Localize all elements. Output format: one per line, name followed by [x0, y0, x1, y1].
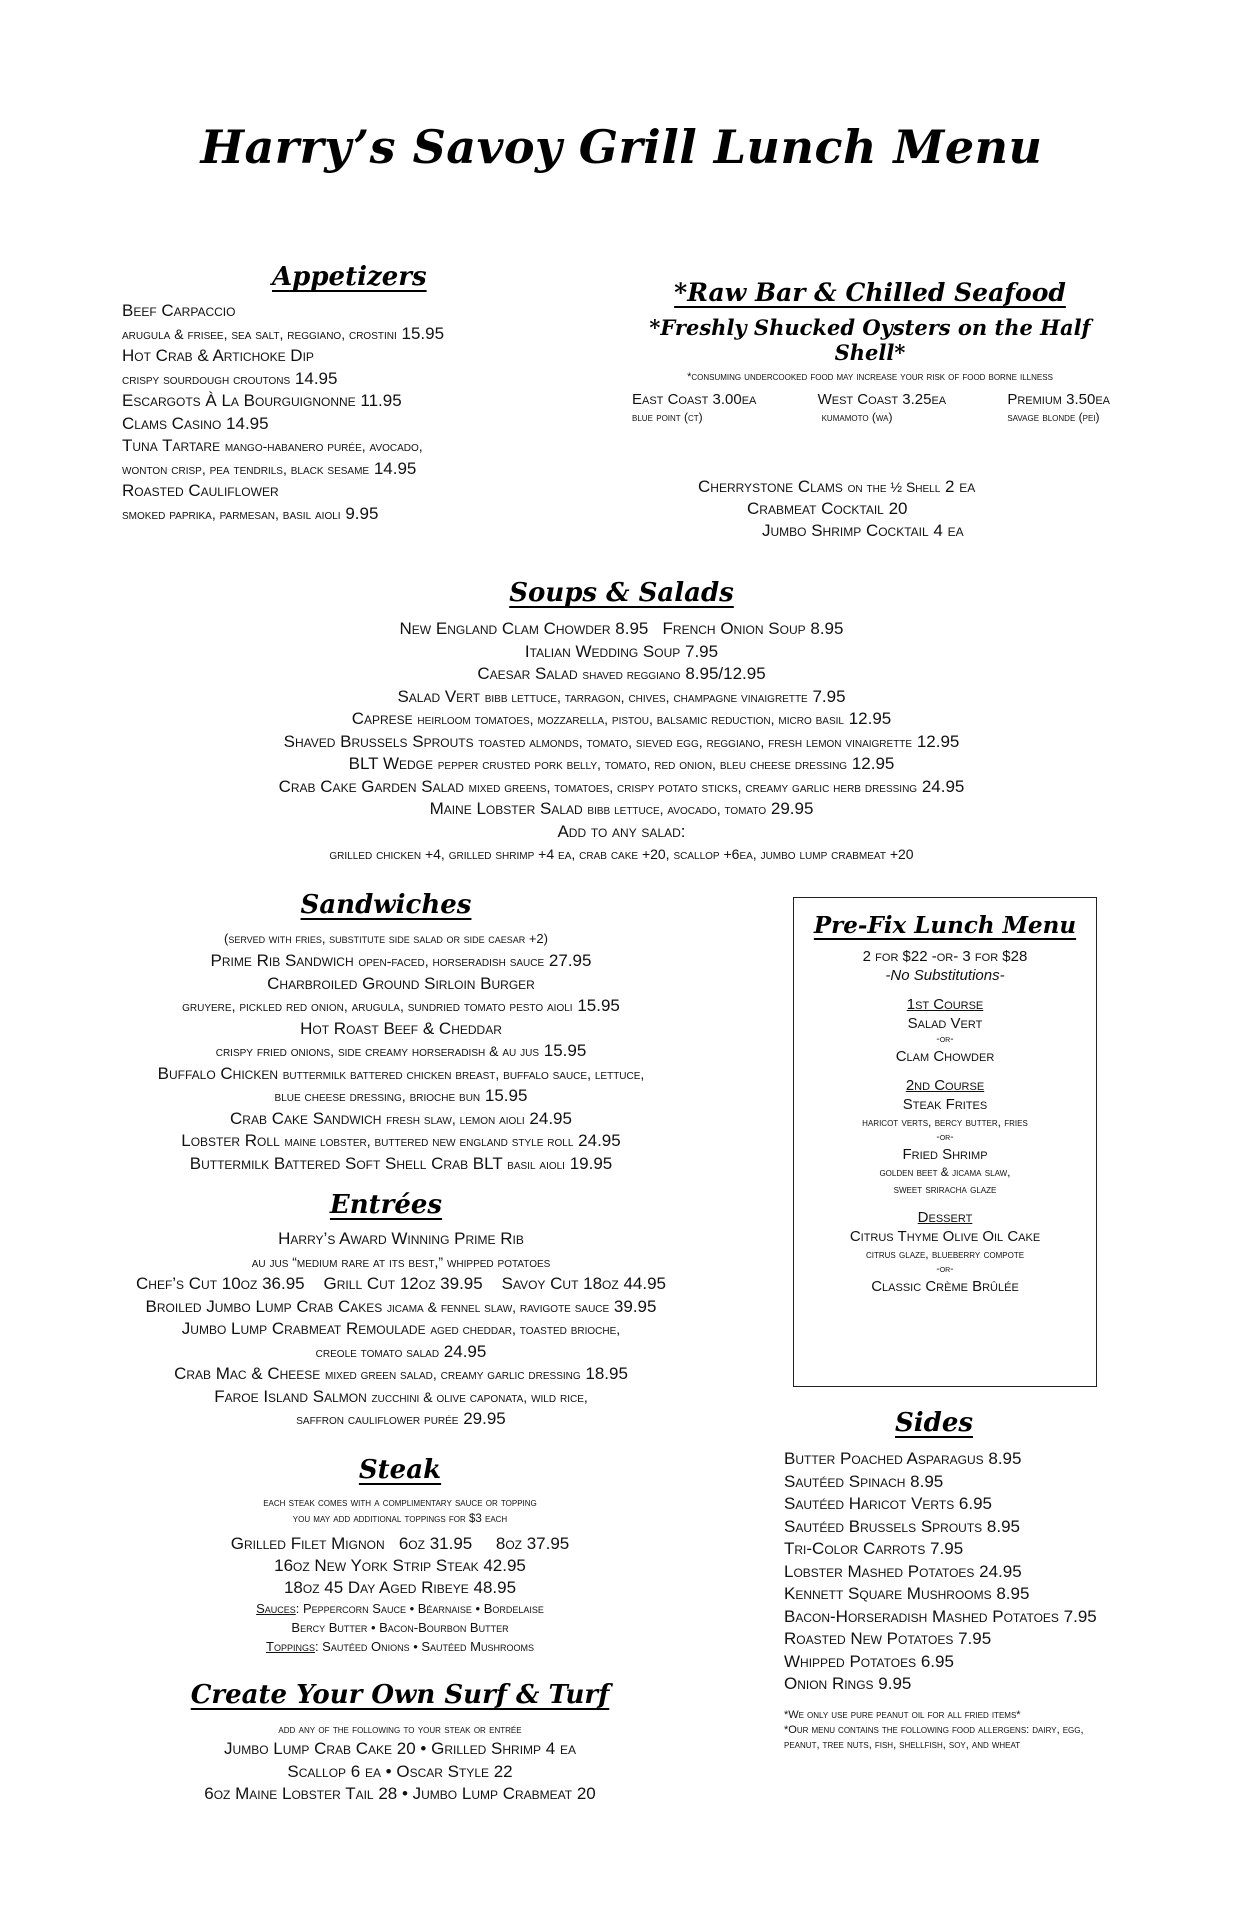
prefix-item: Fried Shrimp	[902, 1146, 988, 1163]
prefix-item-desc: haricot verts, bercy butter, fries	[862, 1115, 1028, 1129]
menu-item	[90, 1040, 712, 1063]
side-item: Bacon-Horseradish Mashed Potatoes 7.95	[784, 1606, 1097, 1626]
item-price: 39.95	[613, 1296, 657, 1316]
item-desc: creole tomato salad	[315, 1343, 440, 1360]
prefix-item: Clam Chowder	[895, 1048, 995, 1065]
side-item: Lobster Mashed Potatoes 24.95	[784, 1561, 1022, 1581]
item-size: 8oz	[495, 1534, 522, 1553]
steak-heading: Steak	[358, 1455, 442, 1485]
item-name: Crabmeat Cocktail	[747, 499, 884, 518]
sides-list	[784, 1448, 1184, 1696]
item-desc: open-faced, horseradish sauce	[358, 953, 545, 969]
item-price: 8.95	[810, 619, 844, 638]
surf-turf-heading: Create Your Own Surf & Turf	[190, 1680, 610, 1710]
sandwiches-section	[90, 890, 712, 1175]
item-size: 6oz	[398, 1534, 425, 1553]
menu-title: Harry’s Savoy Grill Lunch Menu	[200, 120, 1043, 174]
item-name: Cherrystone Clams	[698, 477, 843, 496]
item-name: Salad Vert	[397, 686, 480, 706]
raw-bar-section	[620, 278, 1120, 542]
item-desc: crispy sourdough croutons	[122, 370, 291, 387]
menu-item	[90, 1341, 712, 1364]
item-name: Clams Casino	[122, 413, 222, 433]
item-price: 24.95	[443, 1341, 487, 1361]
side-item: Kennett Square Mushrooms 8.95	[784, 1584, 1030, 1603]
surf-turf-line: 6oz Maine Lobster Tail 28 • Jumbo Lump Crabmeat 20	[204, 1784, 596, 1803]
menu-item	[122, 480, 542, 503]
peanut-oil-note: *We only use pure peanut oil for all fried items*	[784, 1708, 1021, 1721]
side-item: Whipped Potatoes 6.95	[784, 1651, 954, 1671]
menu-item	[0, 686, 1243, 709]
item-price: 11.95	[360, 391, 402, 410]
item-name: 16oz New York Strip Steak	[274, 1556, 479, 1575]
prime-rib-title: Harry’s Award Winning Prime Rib	[278, 1229, 524, 1248]
menu-item	[122, 458, 542, 481]
appetizers-list	[122, 300, 542, 525]
add-to-salad-options: grilled chicken +4, grilled shrimp +4 ea, crab cake +20, scallop +6ea, jumbo lump crabmeat +20	[329, 846, 914, 862]
item-desc: mixed green salad, creamy garlic dressing	[325, 1366, 581, 1382]
sides-notes	[784, 1708, 1114, 1753]
item-price: 14.95	[226, 413, 269, 433]
menu-item	[90, 1108, 712, 1131]
item-desc: jicama & fennel slaw, ravigote sauce	[387, 1298, 610, 1315]
side-item: Sautéed Spinach 8.95	[784, 1471, 944, 1491]
item-price: 14.95	[294, 368, 338, 388]
oyster-east-coast	[632, 391, 756, 424]
item-desc: bibb lettuce, tarragon, chives, champagne vinaigrette	[484, 688, 808, 705]
item-price: 27.95	[548, 951, 592, 970]
item-price: 7.95	[685, 641, 719, 661]
raw-bar-item	[747, 498, 1120, 520]
prefix-course-2: 2nd Course	[905, 1077, 985, 1094]
prefix-item-desc: citrus glaze, blueberry compote	[865, 1247, 1025, 1261]
oyster-premium	[1007, 391, 1110, 424]
prefix-price: 2 for $22 -or- 3 for $28	[862, 948, 1028, 965]
item-price: 37.95	[526, 1534, 570, 1553]
menu-item	[122, 435, 542, 458]
appetizers-section	[122, 262, 542, 525]
surf-turf-note: add any of the following to your steak or entrée	[278, 1722, 522, 1736]
menu-item	[122, 323, 542, 346]
item-price: 2 ea	[945, 477, 976, 496]
item-price: 24.95	[529, 1108, 572, 1128]
item-price: 9.95	[345, 503, 379, 523]
item-name: Italian Wedding Soup	[524, 641, 681, 661]
oyster-label: West Coast 3.25ea	[817, 391, 947, 408]
menu-item	[90, 995, 712, 1018]
item-desc: fresh slaw, lemon aioli	[386, 1110, 525, 1127]
oyster-west-coast	[818, 391, 947, 424]
item-price: 4 ea	[933, 521, 964, 540]
prefix-item-desc: golden beet & jicama slaw,	[879, 1165, 1011, 1179]
toppings-line	[180, 1637, 620, 1656]
item-desc: blue cheese dressing, brioche bun	[274, 1088, 481, 1104]
raw-bar-item	[762, 520, 1120, 542]
item-price: 8.95/12.95	[685, 664, 766, 683]
sides-section	[784, 1408, 1184, 1753]
oyster-label: East Coast 3.00ea	[632, 391, 757, 408]
item-price: 19.95	[569, 1153, 613, 1173]
menu-item	[90, 1408, 712, 1431]
prefix-item: Classic Crème Brûlée	[871, 1278, 1019, 1295]
sauces-label: Sauces	[256, 1601, 296, 1616]
item-name: Lobster Roll	[181, 1131, 280, 1150]
menu-item	[0, 731, 1243, 754]
item-name: Charbroiled Ground Sirloin Burger	[267, 973, 535, 993]
soup-line	[0, 618, 1243, 641]
item-price: 12.95	[916, 731, 960, 751]
item-name: Buffalo Chicken	[157, 1063, 279, 1083]
menu-item	[90, 950, 712, 973]
item-name: Prime Rib Sandwich	[210, 951, 354, 970]
item-name: Crab Mac & Cheese	[174, 1364, 321, 1383]
item-price: 29.95	[463, 1409, 506, 1428]
menu-item	[90, 1063, 712, 1086]
item-name: Crab Cake Sandwich	[230, 1108, 382, 1128]
cut-name: Savoy Cut 18oz	[501, 1274, 619, 1293]
item-name: New England Clam Chowder	[399, 619, 611, 638]
cut-price: 44.95	[623, 1274, 666, 1293]
side-item: Sautéed Brussels Sprouts 8.95	[784, 1516, 1020, 1536]
side-item: Sautéed Haricot Verts 6.95	[784, 1494, 993, 1513]
item-name: BLT Wedge	[348, 754, 433, 773]
menu-item	[90, 1386, 712, 1409]
item-price: 8.95	[615, 619, 649, 638]
prefix-heading: Pre-Fix Lunch Menu	[813, 912, 1077, 939]
item-desc: zucchini & olive caponata, wild rice,	[371, 1388, 588, 1405]
item-name: Hot Roast Beef & Cheddar	[300, 1018, 502, 1038]
menu-item	[90, 1085, 712, 1108]
oyster-heading: *Freshly Shucked Oysters on the Half Shell*	[649, 315, 1091, 365]
item-desc: arugula & frisee, sea salt, reggiano, crostini	[122, 325, 397, 342]
side-item: Onion Rings 9.95	[784, 1674, 912, 1693]
item-desc: smoked paprika, parmesan, basil aioli	[122, 505, 341, 522]
item-name: Tuna Tartare	[122, 436, 221, 455]
prefix-lunch-box	[793, 897, 1097, 1387]
sandwiches-heading: Sandwiches	[300, 890, 472, 920]
soups-salads-section	[0, 578, 1243, 866]
ribeye-steak	[180, 1577, 620, 1599]
item-price: 15.95	[401, 323, 445, 343]
menu-item	[90, 1153, 712, 1176]
menu-item	[122, 413, 542, 436]
raw-bar-item	[698, 476, 1120, 498]
item-desc: gruyere, pickled red onion, arugula, sundried tomato pesto aioli	[182, 998, 573, 1014]
prefix-item: Citrus Thyme Olive Oil Cake	[849, 1228, 1041, 1245]
surf-turf-line: Jumbo Lump Crab Cake 20 • Grilled Shrimp 4 ea	[224, 1739, 576, 1758]
steak-section	[180, 1455, 620, 1656]
side-item: Tri-Color Carrots 7.95	[784, 1539, 964, 1558]
prefix-item: Steak Frites	[902, 1096, 988, 1113]
prime-rib-desc: au jus “medium rare at its best,” whipped potatoes	[251, 1253, 551, 1270]
item-desc: on the ½ Shell	[847, 479, 941, 495]
item-price: 48.95	[473, 1578, 517, 1597]
item-price: 14.95	[373, 458, 417, 478]
item-name: Jumbo Shrimp Cocktail	[762, 521, 929, 540]
item-name: Grilled Filet Mignon	[230, 1534, 385, 1553]
item-price: 12.95	[851, 754, 895, 773]
salad-list	[0, 663, 1243, 821]
item-desc: saffron cauliflower purée	[296, 1411, 459, 1427]
oyster-label: Premium 3.50ea	[1007, 391, 1110, 408]
item-name: 18oz 45 Day Aged Ribeye	[283, 1578, 469, 1597]
oyster-options	[620, 391, 1120, 424]
or-divider: -or-	[936, 1264, 954, 1275]
oyster-location: kumamoto (wa)	[821, 410, 893, 424]
menu-item	[90, 1363, 712, 1386]
sides-heading: Sides	[894, 1408, 973, 1438]
menu-item	[122, 368, 542, 391]
item-name: Buttermilk Battered Soft Shell Crab BLT	[189, 1153, 503, 1173]
cut-name: Chef’s Cut 10oz	[136, 1274, 258, 1293]
item-name: Roasted Cauliflower	[122, 481, 279, 500]
item-desc: shaved reggiano	[582, 666, 681, 682]
entrees-heading: Entrées	[329, 1190, 443, 1220]
item-name: French Onion Soup	[662, 619, 806, 638]
menu-item	[90, 1018, 712, 1041]
item-price: 29.95	[770, 799, 814, 818]
item-price: 15.95	[543, 1041, 587, 1060]
item-desc: bibb lettuce, avocado, tomato	[587, 801, 767, 817]
menu-item	[122, 345, 542, 368]
item-desc: mango-habanero purée, avocado,	[224, 438, 423, 454]
item-desc: buttermilk battered chicken breast, buffalo sauce, lettuce,	[282, 1065, 645, 1082]
sandwiches-note: (served with fries, substitute side salad or side caesar +2)	[224, 931, 548, 946]
prefix-item: Salad Vert	[907, 1015, 983, 1032]
menu-item	[122, 390, 542, 413]
side-item: Roasted New Potatoes 7.95	[784, 1629, 992, 1648]
entrees-section	[90, 1190, 712, 1431]
sauces-list: : Peppercorn Sauce • Béarnaise • Bordelaise	[295, 1601, 544, 1616]
menu-item	[0, 753, 1243, 776]
item-price: 15.95	[577, 996, 620, 1015]
item-desc: basil aioli	[507, 1155, 565, 1172]
toppings-list: : Sautéed Onions • Sautéed Mushrooms	[314, 1639, 534, 1654]
menu-item	[0, 798, 1243, 821]
menu-item	[122, 300, 542, 323]
item-price: 12.95	[848, 709, 892, 728]
prefix-no-substitutions: -No Substitutions-	[885, 967, 1005, 984]
add-to-salad-heading: Add to any salad:	[557, 821, 686, 841]
item-name: Escargots À La Bourguignonne	[122, 391, 356, 410]
prefix-dessert: Dessert	[917, 1209, 973, 1226]
steak-note: you may add additional toppings for $3 each	[292, 1513, 508, 1525]
item-name: Crab Cake Garden Salad	[278, 776, 464, 796]
soup-line	[0, 641, 1243, 664]
item-name: Caprese	[351, 709, 413, 728]
menu-item	[0, 776, 1243, 799]
or-divider: -or-	[936, 1034, 954, 1045]
cut-price: 39.95	[440, 1274, 483, 1293]
item-desc: maine lobster, buttered new england style roll	[284, 1133, 574, 1149]
menu-item	[0, 708, 1243, 731]
item-name: Broiled Jumbo Lump Crab Cakes	[145, 1296, 383, 1316]
raw-bar-heading: *Raw Bar & Chilled Seafood	[674, 278, 1066, 307]
item-name: Shaved Brussels Sprouts	[283, 731, 474, 751]
appetizers-heading: Appetizers	[272, 262, 427, 292]
menu-item	[90, 1318, 712, 1341]
filet-mignon	[180, 1533, 620, 1555]
item-name: Caesar Salad	[477, 664, 578, 683]
item-price: 15.95	[484, 1086, 528, 1105]
item-name: Jumbo Lump Crabmeat Remoulade	[181, 1319, 426, 1338]
menu-item	[90, 1296, 712, 1319]
item-name: Faroe Island Salmon	[214, 1386, 367, 1406]
side-item: Butter Poached Asparagus 8.95	[784, 1449, 1022, 1468]
item-desc: mixed greens, tomatoes, crispy potato sticks, creamy garlic herb dressing	[468, 778, 918, 795]
sandwich-list	[90, 950, 712, 1175]
raw-bar-list	[620, 476, 1120, 542]
cut-name: Grill Cut 12oz	[323, 1274, 436, 1293]
prefix-item-desc: sweet sriracha glaze	[893, 1182, 997, 1196]
item-name: Hot Crab & Artichoke Dip	[122, 346, 314, 365]
menu-item	[90, 1130, 712, 1153]
item-desc: heirloom tomatoes, mozzarella, pistou, balsamic reduction, micro basil	[417, 711, 844, 727]
entree-list	[90, 1296, 712, 1431]
item-desc: crispy fried onions, side creamy horseradish & au jus	[215, 1043, 539, 1059]
soups-heading: Soups & Salads	[509, 578, 734, 608]
item-name: Beef Carpaccio	[122, 301, 236, 320]
oyster-location: blue point (ct)	[632, 410, 703, 424]
item-price: 31.95	[429, 1534, 473, 1553]
item-price: 18.95	[585, 1364, 628, 1383]
menu-item	[122, 503, 542, 526]
item-price: 42.95	[483, 1556, 526, 1575]
menu-item	[90, 973, 712, 996]
item-desc: aged cheddar, toasted brioche,	[430, 1321, 621, 1337]
item-price: 24.95	[578, 1131, 621, 1150]
oyster-location: savage blonde (pei)	[1007, 410, 1100, 424]
item-desc: wonton crisp, pea tendrils, black sesame	[122, 460, 370, 477]
prime-rib-cuts	[90, 1273, 712, 1296]
allergen-note: *Our menu contains the following food allergens: dairy, egg, peanut, tree nuts, fish, shellfish, soy, and wheat	[784, 1723, 1084, 1751]
prefix-course-1: 1st Course	[906, 996, 984, 1013]
surf-turf-section	[170, 1680, 630, 1806]
toppings-label: Toppings	[266, 1639, 315, 1654]
sauces-line	[180, 1599, 620, 1618]
raw-food-warning: *consuming undercooked food may increase your risk of food borne illness	[687, 371, 1053, 383]
item-price: 24.95	[921, 776, 965, 796]
surf-turf-line: Scallop 6 ea • Oscar Style 22	[287, 1761, 513, 1781]
item-price: 7.95	[812, 686, 846, 706]
sauces-line-2: Bercy Butter • Bacon-Bourbon Butter	[291, 1620, 509, 1635]
item-price: 20	[888, 499, 908, 518]
item-desc: pepper crusted pork belly, tomato, red onion, bleu cheese dressing	[437, 756, 848, 772]
steak-note: each steak comes with a complimentary sauce or topping	[263, 1497, 537, 1509]
cut-price: 36.95	[262, 1274, 305, 1293]
or-divider: -or-	[936, 1132, 954, 1143]
item-desc: toasted almonds, tomato, sieved egg, reggiano, fresh lemon vinaigrette	[478, 733, 913, 750]
strip-steak	[180, 1555, 620, 1577]
menu-item	[0, 663, 1243, 686]
item-name: Maine Lobster Salad	[429, 799, 583, 818]
